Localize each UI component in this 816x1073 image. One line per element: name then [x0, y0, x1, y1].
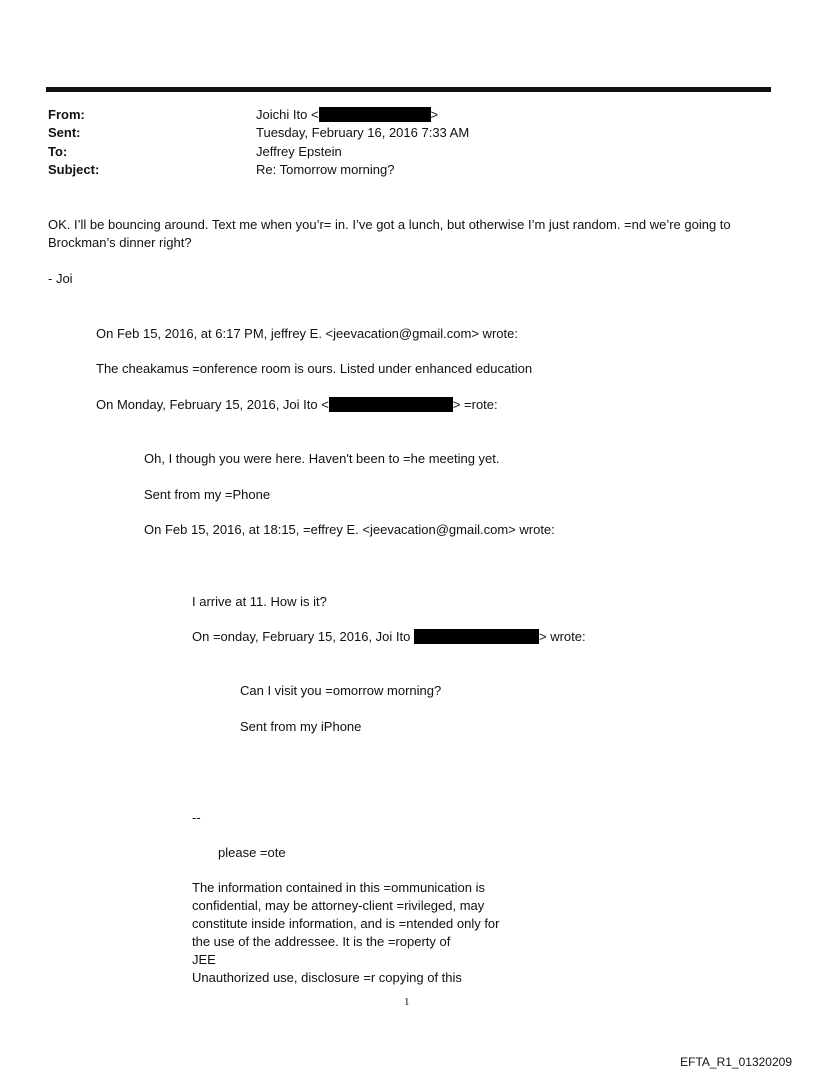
subject-value: Re: Tomorrow morning? [256, 162, 395, 177]
quote3-text: I arrive at 11. How is it? [192, 594, 327, 609]
signature: - Joi [48, 271, 73, 286]
quote2-attribution: On Feb 15, 2016, at 18:15, =effrey E. <jeevacation@gmail.com> wrote: [144, 522, 555, 537]
sent-label: Sent: [48, 125, 81, 140]
header-rule [46, 87, 771, 92]
quote4-sent-from: Sent from my iPhone [240, 719, 362, 734]
quote3-attribution-before: On =onday, February 15, 2016, Joi Ito [192, 629, 411, 644]
disclaimer-line: constitute inside information, and is =ntended only for [192, 916, 500, 931]
quote1-attribution2-open: < [321, 397, 329, 412]
quote4-text: Can I visit you =omorrow morning? [240, 683, 442, 698]
subject-label: Subject: [48, 162, 100, 177]
redaction-box [319, 107, 431, 122]
to-label: To: [48, 144, 68, 159]
from-name: Joichi Ito [256, 107, 308, 122]
sent-value: Tuesday, February 16, 2016 7:33 AM [256, 125, 470, 140]
quote1-attribution2-before: On Monday, February 15, 2016, Joi Ito [96, 397, 318, 412]
disclaimer-line: confidential, may be attorney-client =rivileged, may [192, 898, 485, 913]
disclaimer-line: The information contained in this =ommunication is [192, 880, 486, 895]
body-paragraph: OK. I’ll be bouncing around. Text me when you’r= in. I’ve got a lunch, but otherwise I’m just random. =nd we’re going to Brockman’s dinner right? [48, 217, 731, 250]
signature-dashes: -- [192, 810, 201, 825]
disclaimer-line: JEE [192, 952, 216, 967]
quote3-attribution [192, 628, 586, 646]
to-value: Jeffrey Epstein [256, 144, 342, 159]
quote1-attribution2-after: > =rote: [452, 397, 498, 412]
from-label: From: [48, 107, 85, 122]
from-value [256, 107, 438, 122]
quote1-text: The cheakamus =onference room is ours. Listed under enhanced education [96, 361, 533, 376]
quote2-text: Oh, I though you were here. Haven't been to =he meeting yet. [144, 451, 500, 466]
document-id: EFTA_R1_01320209 [680, 1055, 792, 1069]
page-number: 1 [404, 996, 410, 1008]
from-open-bracket: < [310, 107, 319, 122]
from-close-bracket: > [430, 107, 439, 122]
quote3-attribution-after: > wrote: [539, 629, 586, 644]
quote1-attribution2 [96, 396, 498, 414]
redaction-box [414, 629, 539, 644]
disclaimer-line: Unauthorized use, disclosure =r copying of this [192, 970, 462, 985]
disclaimer-line: the use of the addressee. It is the =roperty of [192, 934, 451, 949]
please-note: please =ote [218, 845, 286, 860]
quote2-sent-from: Sent from my =Phone [144, 487, 271, 502]
quote1-attribution: On Feb 15, 2016, at 6:17 PM, jeffrey E. <jeevacation@gmail.com> wrote: [96, 326, 518, 341]
redaction-box [329, 397, 453, 412]
